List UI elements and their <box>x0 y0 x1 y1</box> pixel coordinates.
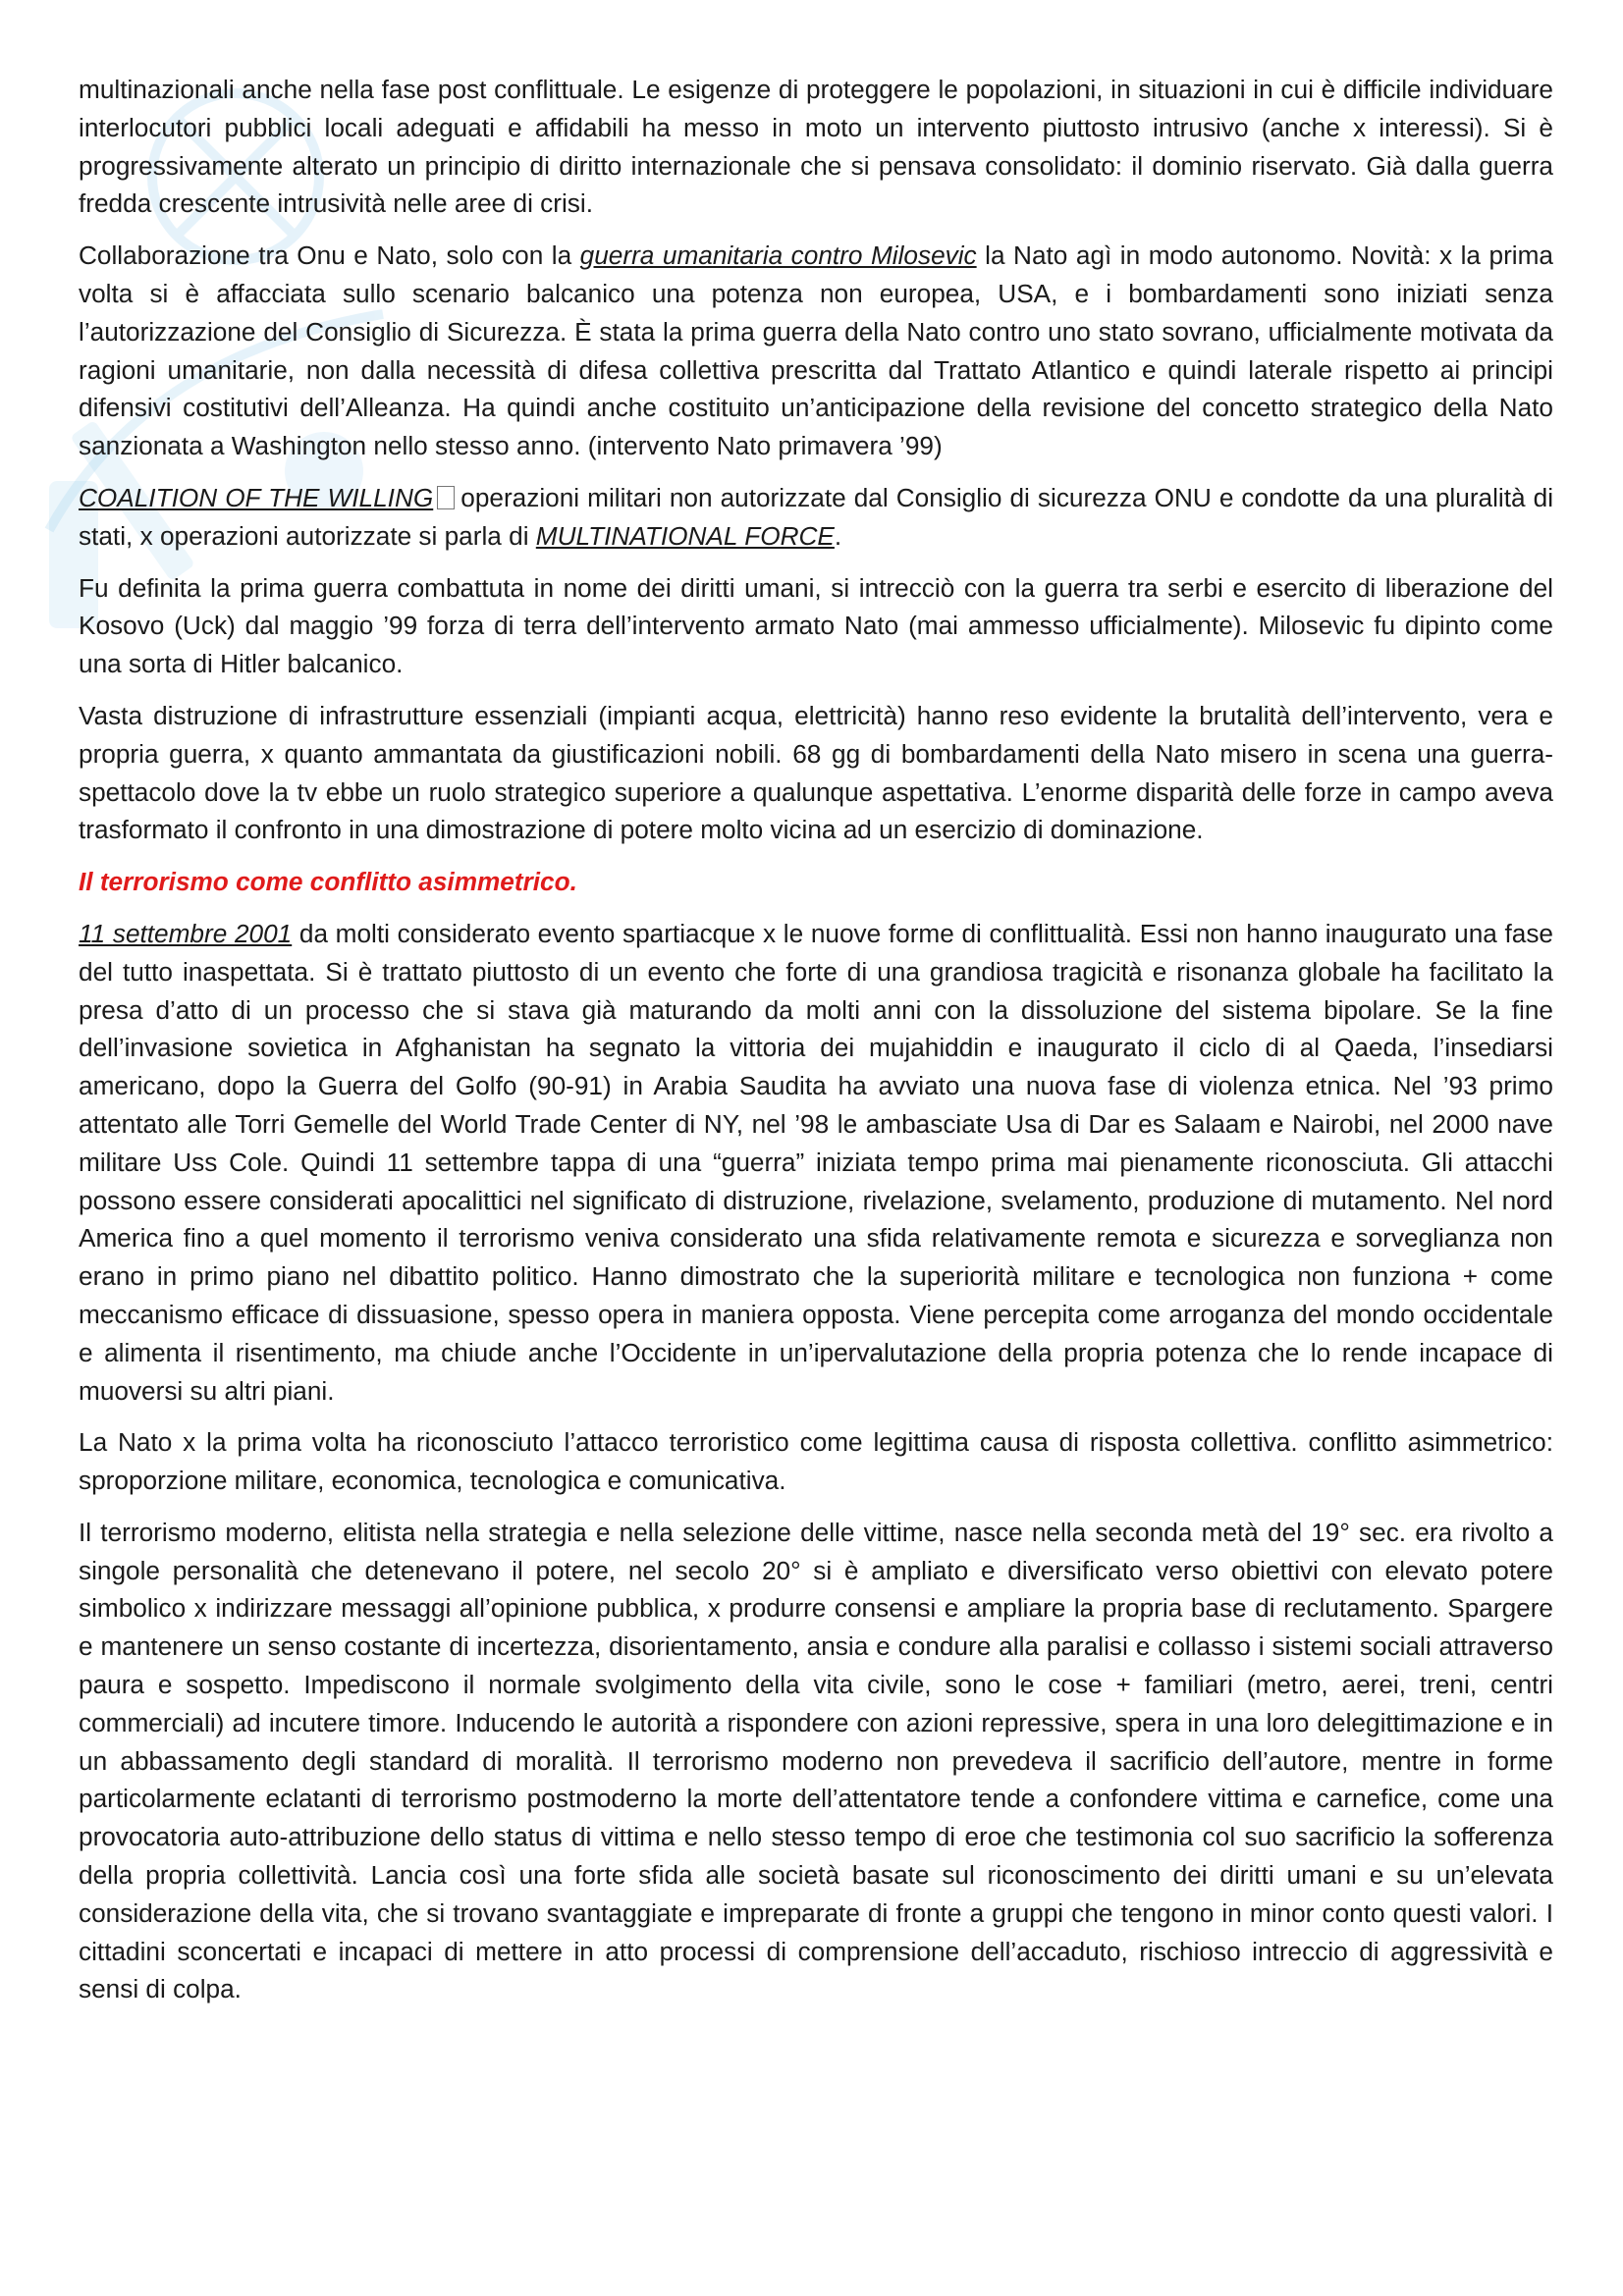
arrow-symbol-icon <box>437 486 455 509</box>
multinational-force-term: MULTINATIONAL FORCE <box>535 520 835 551</box>
paragraph-6-body: da molti considerato evento spartiacque x le nuove forme di conflittualità. Essi non hanno inaugurato una fase del tutto inaspettata. Si è trattato piuttosto di un evento che forte di una grandiosa tragicità e risonanza globale ha facilitato la presa d’atto di un processo che si stava già maturando da molti anni con la dissoluzione del sistema bipolare. Se la fine dell’invasione sovietica in Afghanistan ha segnato la vittoria dei mujahiddin e inaugurato il ciclo di al Qaeda, l’insediarsi americano, dopo la Guerra del Golfo (90-91) in Arabia Saudita ha avviato una nuova fase di violenza etnica. Nel ’93 primo attentato alle Torri Gemelle del World Trade Center di NY, nel ’98 le ambasciate Usa di Dar es Salaam e Nairobi, nel 2000 nave militare Uss Cole. Quindi 11 settembre tappa di una “guerra” iniziata tempo prima mai pienamente riconosciuta. Gli attacchi possono essere considerati apocalittici nel significato di distruzione, rivelazione, svelamento, produzione di mutamento. Nel nord America fino a quel momento il terrorismo veniva considerato una sfida relativamente remota e sicurezza e sorveglianza non erano in primo piano nel dibattito politico. Hanno dimostrato che la superiorità militare e tecnologica non funziona + come meccanismo efficace di dissuasione, spesso opera in maniera opposta. Viene percepita come arroganza del mondo occidentale e alimenta il risentimento, ma chiude anche l’Occidente in un’ipervalutazione della propria potenza che lo rende incapace di muoversi su altri piani. <box>79 918 1553 1406</box>
section-heading: Il terrorismo come conflitto asimmetrico. <box>79 867 577 897</box>
paragraph-2-rest: la Nato agì in modo autonomo. Novità: x la prima volta si è affacciata sullo scenario balcanico una potenza non europea, USA, e i bombardamenti sono iniziati senza l’autorizzazione del Consiglio di Sicurezza. È stata la prima guerra della Nato contro uno stato sovrano, ufficialmente motivata da ragioni umanitarie, non dalla necessità di difesa collettiva prescritta dal Trattato Atlantico e quindi laterale rispetto ai principi difensivi costitutivi dell’Alleanza. Ha quindi anche costituito un’anticipazione della revisione del concetto strategico della Nato sanzionata a Washington nello stesso anno. (intervento Nato primavera ’99) <box>79 240 1553 461</box>
paragraph-4: Fu definita la prima guerra combattuta in nome dei diritti umani, si intrecciò con la guerra tra serbi e esercito di liberazione del Kosovo (Uck) dal maggio ’99 forza di terra dell’intervento armato Nato (mai ammesso ufficialmente). Milosevic fu dipinto come una sorta di Hitler balcanico. <box>79 572 1553 679</box>
paragraph-3-body: operazioni militari non autorizzate dal Consiglio di sicurezza ONU e condotte da una pluralità di stati, x operazioni autorizzate si parla di <box>79 482 1554 551</box>
paragraph-6 <box>79 915 1553 1410</box>
paragraph-2 <box>79 237 1553 465</box>
paragraph-8: Il terrorismo moderno, elitista nella strategia e nella selezione delle vittime, nasce nella seconda metà del 19° sec. era rivolto a singole personalità che detenevano il potere, nel secolo 20° si è ampliato e diversificato verso obiettivi con elevato potere simbolico x indirizzare messaggi all’opinione pubblica, x produrre consensi e ampliare la propria base di reclutamento. Spargere e mantenere un senso costante di incertezza, disorientamento, ansia e condure alla paralisi e collasso i sistemi sociali attraverso paura e sospetto. Impediscono il normale svolgimento della vita civile, sono le cose + familiari (metro, aerei, treni, centri commerciali) ad incutere timore. Inducendo le autorità a rispondere con azioni repressive, spera in una loro delegittimazione e in un abbassamento degli standard di moralità. Il terrorismo moderno non prevedeva il sacrificio dell’autore, mentre in forme particolarmente eclatanti di terrorismo postmoderno la morte dell’attentatore tende a confondere vittima e carnefice, come una provocatoria auto-attribuzione dello status di vittima e nello stesso tempo di eroe che testimonia col suo sacrificio la sofferenza della propria collettività. Lancia così una forte sfida alle società basate sul riconoscimento dei diritti umani e su un’elevata considerazione della vita, che si trovano svantaggiate e impreparate di fronte a gruppi che tengono in minor conto questi valori. I cittadini sconcertati e incapaci di mettere in atto processi di comprensione dell’accaduto, rischioso intreccio di aggressività e sensi di colpa. <box>79 1517 1553 2004</box>
paragraph-7: La Nato x la prima volta ha riconosciuto l’attacco terroristico come legittima causa di risposta collettiva. conflitto asimmetrico: sproporzione militare, economica, tecnologica e comunicativa. <box>79 1427 1553 1496</box>
september-11-date: 11 settembre 2001 <box>79 918 293 948</box>
milosevic-war-term: guerra umanitaria contro Milosevic <box>579 240 977 271</box>
coalition-term: COALITION OF THE WILLING <box>79 482 434 512</box>
paragraph-2-lead: Collaborazione tra Onu e Nato, solo con la <box>79 240 580 271</box>
paragraph-5: Vasta distruzione di infrastrutture essenziali (impianti acqua, elettricità) hanno reso evidente la brutalità dell’intervento, vera e propria guerra, x quanto ammantata da giustificazioni nobili. 68 gg di bombardamenti della Nato misero in scena una guerra-spettacolo dove la tv ebbe un ruolo strategico superiore a qualunque aspettativa. L’enorme disparità delle forze in campo aveva trasformato il confronto in una dimostrazione di potere molto vicina ad un esercizio di dominazione. <box>79 700 1553 845</box>
paragraph-3-end: . <box>834 520 842 551</box>
document-body <box>79 71 1553 2022</box>
paragraph-3 <box>79 479 1553 556</box>
paragraph-1: multinazionali anche nella fase post conflittuale. Le esigenze di proteggere le popolazioni, in situazioni in cui è difficile individuare interlocutori pubblici locali adeguati e affidabili ha messo in moto un intervento piuttosto intrusivo (anche x interessi). Si è progressivamente alterato un principio di diritto internazionale che si pensava consolidato: il dominio riservato. Già dalla guerra fredda crescente intrusività nelle aree di crisi. <box>79 75 1553 219</box>
